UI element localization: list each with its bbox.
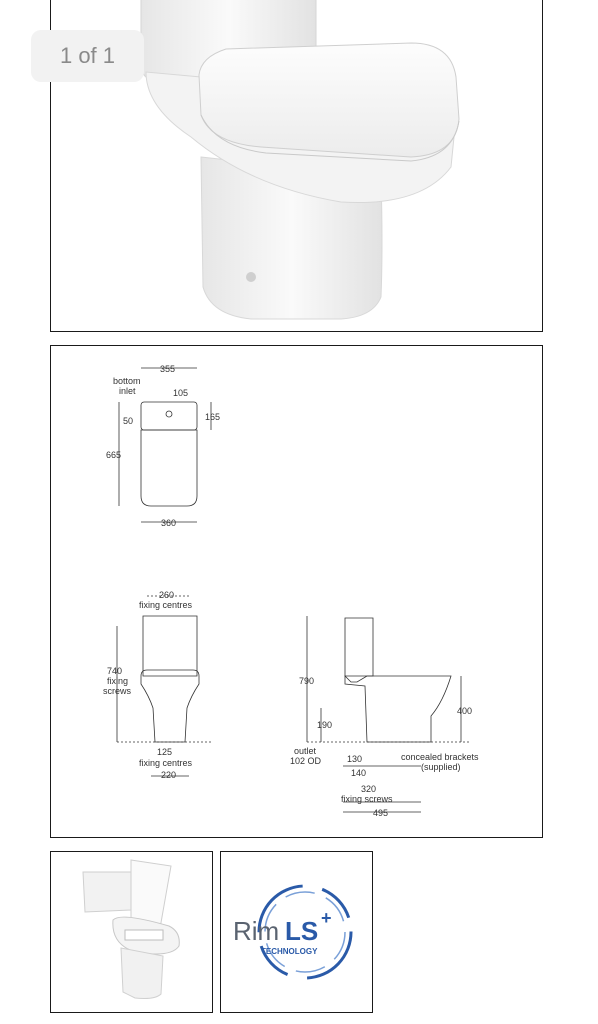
toilet-thumbnail — [51, 852, 213, 1013]
dim-790: 790 — [299, 676, 315, 686]
dim-360: 360 — [161, 518, 177, 528]
supplied-label: (supplied) — [421, 762, 461, 772]
brand-ls: LS — [285, 916, 319, 946]
dim-105: 105 — [173, 388, 189, 398]
outlet-od-label: 102 OD — [290, 756, 322, 766]
dim-130: 130 — [347, 754, 363, 764]
dim-400: 400 — [457, 706, 473, 716]
bottom-inlet-label-2: inlet — [119, 386, 136, 396]
screws-label: screws — [103, 686, 132, 696]
rimls-logo — [221, 852, 373, 1013]
dimension-drawing — [51, 346, 543, 838]
fixing-centres-top-label: fixing centres — [139, 600, 193, 610]
dim-220: 220 — [161, 770, 177, 780]
dim-140: 140 — [351, 768, 367, 778]
bottom-inlet-label-1: bottom — [113, 376, 141, 386]
dim-665: 665 — [106, 450, 122, 460]
thumbnail-product[interactable] — [50, 851, 213, 1013]
dim-740: 740 — [107, 666, 123, 676]
dim-50: 50 — [123, 416, 134, 426]
concealed-brackets-label: concealed brackets — [401, 752, 479, 762]
dim-355: 355 — [160, 364, 176, 374]
dim-495: 495 — [373, 808, 389, 818]
brand-rim: Rim — [233, 916, 280, 946]
dim-320: 320 — [361, 784, 377, 794]
dim-165: 165 — [205, 412, 221, 422]
fixing-label: fixing — [107, 676, 129, 686]
fixing-centres-bottom-label: fixing centres — [139, 758, 193, 768]
technology-label: TECHNOLOGY — [261, 947, 318, 956]
dim-190: 190 — [317, 720, 333, 730]
thumbnail-rimls-badge[interactable] — [220, 851, 373, 1013]
outlet-label: outlet — [294, 746, 317, 756]
dim-125: 125 — [157, 747, 173, 757]
image-counter: 1 of 1 — [31, 30, 144, 82]
brand-plus: + — [321, 908, 332, 928]
fixing-screws-label: fixing screws — [341, 794, 393, 804]
technical-drawing[interactable] — [50, 345, 543, 838]
dim-260: 260 — [159, 590, 175, 600]
